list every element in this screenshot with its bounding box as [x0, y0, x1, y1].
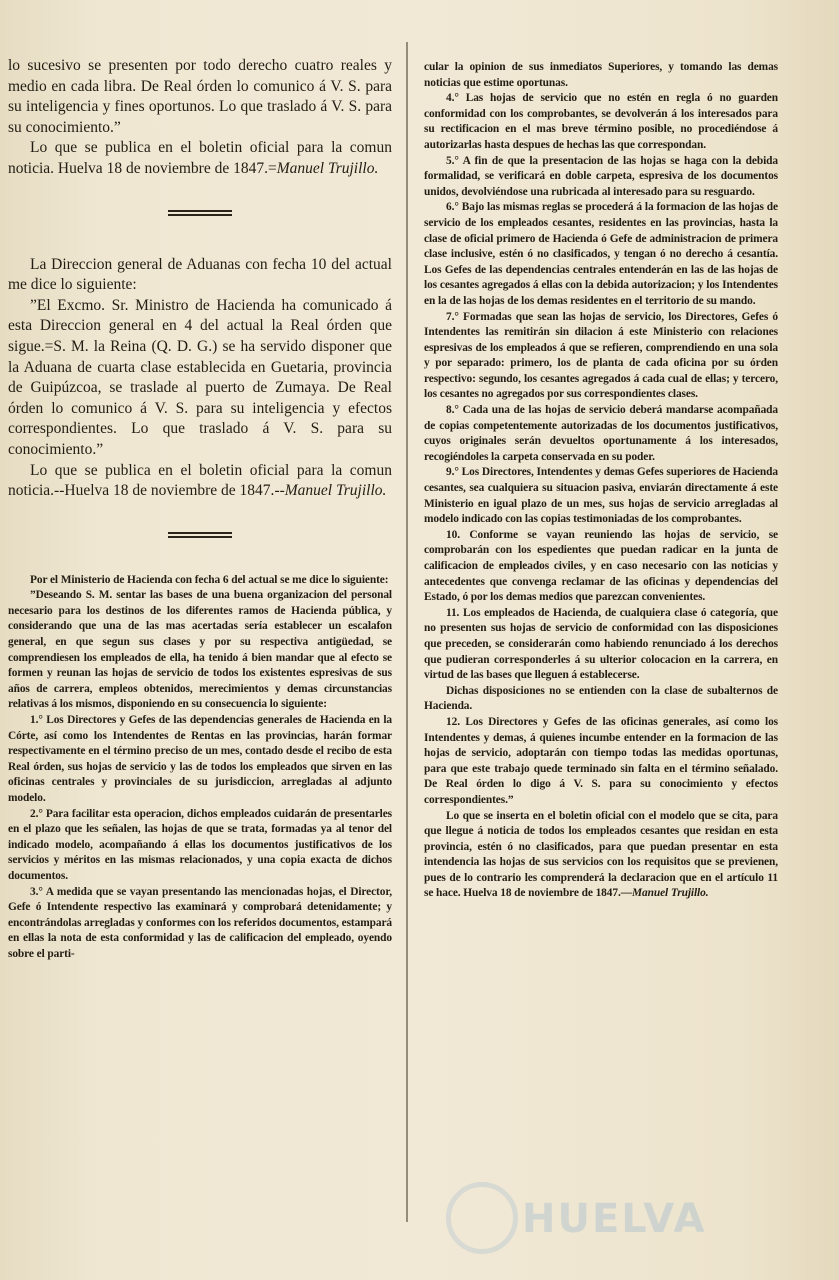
article-9: 9.° Los Directores, Intendentes y demas Gefes superiores de Hacienda cesantes, sea cualquiera su situacion pasiva, enviarán directamente á este Ministerio en igual plazo de un mes, sus hojas de servicio arregladas al modelo indicado con las copias testimoniadas de los comprobantes.: [424, 466, 778, 526]
paragraph-publication-notice: Lo que se inserta en el boletin oficial con el modelo que se cita, para que llegue á noticia de todos los empleados cesantes que residan en esta provincia, estén ó no clasificados, para que puedan presentar en esta intendencia las hojas de sus servicios con los requisitos que se previenen, pues de lo contrario les comprenderá la declaracion que en el artículo 11 se hace. Huelva 18 de noviembre de 1847.—Manuel Trujillo.: [424, 809, 778, 900]
section-divider: [168, 210, 232, 217]
signature: Manuel Trujillo.: [284, 482, 387, 500]
article-11: 11. Los empleados de Hacienda, de cualquiera clase ó categoría, que no presenten sus hojas de servicio de conformidad con las disposiciones que preceden, se considerarán como habiendo renunciado á los derechos que pudieran corresponderles á su ulterior colocacion en la carrera, en virtud de las bases que lleguen á establecerse.: [424, 606, 778, 682]
left-column: [8, 56, 392, 963]
article-4: 4.° Las hojas de servicio que no estén en regla ó no guarden conformidad con los comprobantes, se devolverán á los interesados para su rectificacion en el mas breve término posible, no procediéndose á autorizarlas hasta despues de hechas las que correspondan.: [424, 92, 778, 151]
article-tax-notice: [8, 56, 392, 180]
signature: Manuel Trujillo.: [276, 159, 379, 177]
watermark-seal-icon: [446, 1182, 518, 1254]
archive-watermark: [440, 1178, 760, 1248]
paragraph-publication-notice: Lo que se publica en el boletin oficial para la comun noticia. Huelva 18 de noviembre de 1847.=Manuel Trujillo.: [8, 139, 392, 177]
paragraph: lo sucesivo se presenten por todo derecho cuatro reales y medio en cada libra. De Real órden lo comunico á V. S. para su inteligencia y fines oportunos. Lo que traslado á V. S. para su conocimiento.”: [8, 57, 392, 136]
paragraph-publication-notice: Lo que se publica en el boletin oficial para la comun noticia.--Huelva 18 de noviembre de 1847.--Manuel Trujillo.: [8, 461, 392, 500]
paragraph: ”El Excmo. Sr. Ministro de Hacienda ha comunicado á esta Direccion general en 4 del actual la Real órden que sigue.=S. M. la Reina (Q. D. G.) se ha servido disponer que la Aduana de cuarta clase establecida en Guetaria, provincia de Guipúzcoa, se traslade al puerto de Zumaya. De Real órden lo comunico á V. S. para su inteligencia y efectos correspondientes. Lo que traslado á V. S. para su conocimiento.”: [8, 296, 392, 458]
article-3: 3.° A medida que se vayan presentando las mencionadas hojas, el Director, Gefe ó Intendente respectivo las examinará y comprobará detenidamente; y encontrándolas arregladas y conformes con los referidos documentos, estampará en ellas la nota de esta conformidad y las de calificacion del empleado, oyendo sobre el parti-: [8, 885, 392, 960]
article-2: 2.° Para facilitar esta operacion, dichos empleados cuidarán de presentarles en el plazo que les señalen, las hojas de que se trata, formadas ya al tenor del indicado modelo, acompañando á ellas los documentos justificativos de los servicios y méritos en las mismas relacionados, y una copia exacta de dichos documentos.: [8, 807, 392, 882]
right-column: [424, 60, 778, 902]
paragraph: ”Deseando S. M. sentar las bases de una buena organizacion del personal necesario para los destinos de los diferentes ramos de Hacienda pública, y considerando que una de las mas acertadas sería establecer un escalafon general, en que segun sus clases y por su respectiva antigüedad, se comprendiesen los empleados de ella, ha tenido á bien mandar que al efecto se formen y reunan las hojas de servicio de todos los existentes espresivas de sus años de carrera, empleos obtenidos, merecimientos y demas circunstancias relativas á los mismos, disponiendo en su consecuencia lo siguiente:: [8, 589, 392, 711]
article-1: 1.° Los Directores y Gefes de las dependencias generales de Hacienda en la Córte, así como los Intendentes de Rentas en las provincias, harán formar respectivamente en el término preciso de un mes, contado desde el recibo de esta Real órden, sus hojas de servicio y las de todos los empleados que sirven en las oficinas centrales y provinciales de su jurisdiccion, arregladas al adjunto modelo.: [8, 714, 392, 804]
article-10: 10. Conforme se vayan reuniendo las hojas de servicio, se comprobarán con los espedientes que puedan radicar en la junta de calificacion de empleados civiles, y en caso necesario con las noticias y antecedentes que convenga reclamar de las oficinas y dependencias del Estado, ó por los demas medios que parezcan convenientes.: [424, 528, 778, 604]
section-divider: [168, 532, 232, 539]
paragraph-heading: La Direccion general de Aduanas con fecha 10 del actual me dice lo siguiente:: [8, 255, 392, 294]
article-hojas-servicio: [8, 573, 392, 963]
signature: Manuel Trujillo.: [632, 887, 709, 900]
article-5: 5.° A fin de que la presentacion de las hojas se haga con la debida formalidad, se verificará en doble carpeta, espresiva de los documentos unidos, devolviéndose una rubricada al interesado para su resguardo.: [424, 154, 778, 198]
paragraph-continuation: cular la opinion de sus inmediatos Superiores, y tomando las demas noticias que estime oportunas.: [424, 61, 778, 89]
article-aduanas: [8, 255, 392, 502]
paragraph-subalternos: Dichas disposiciones no se entienden con la clase de subalternos de Hacienda.: [424, 684, 778, 713]
paragraph-heading: Por el Ministerio de Hacienda con fecha 6 del actual se me dice lo siguiente:: [30, 573, 389, 586]
article-6: 6.° Bajo las mismas reglas se procederá á la formacion de las hojas de servicio de los empleados cesantes, residentes en las provincias, hasta la clase de oficial primero de Hacienda ó Gefe de administracion de primera clase inclusive, estén ó no clasificados, y tengan ó no derecho á cesantía. Los Gefes de las dependencias centrales entenderán en las de las hojas de los cesantes agregados á ellas con la debida autorizacion; y los Intendentes en la de las hojas de los demas residentes en el territorio de su mando.: [424, 201, 778, 307]
watermark-text: HUELVA: [522, 1196, 707, 1242]
article-7: 7.° Formadas que sean las hojas de servicio, los Directores, Gefes ó Intendentes las remitirán sin dilacion á este Ministerio con relaciones espresivas de los empleados á que se refieren, comprendiendo en una sola y por separado: primero, los de planta de cada oficina por su órden respectivo: segundo, los cesantes agregados á cada cual de ellas; y tercero, los cesantes no agregados por sus correspondientes clases.: [424, 310, 778, 401]
column-divider: [406, 42, 408, 1222]
article-8: 8.° Cada una de las hojas de servicio deberá mandarse acompañada de copias competentemente autorizadas de los documentos justificativos, cuyos originales serán devueltos oportunamente á los interesados, recogiéndoles la carpeta conservada en su poder.: [424, 404, 778, 463]
article-12: 12. Los Directores y Gefes de las oficinas generales, así como los Intendentes y demas, á quienes incumbe entender en la formacion de las hojas de servicio, adoptarán con tiempo todas las medidas oportunas, para que este trabajo quede terminado sin falta en el término señalado. De Real órden lo digo á V. S. para su conocimiento y efectos correspondientes.”: [424, 715, 778, 806]
